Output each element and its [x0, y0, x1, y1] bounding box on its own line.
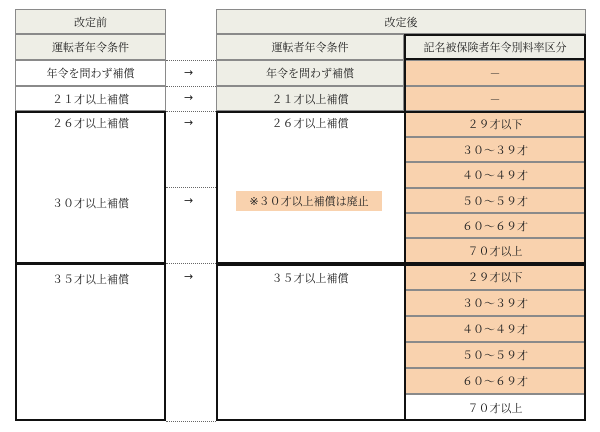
rate-26-30s: ３０～３９才: [404, 137, 586, 162]
connector-line: [166, 263, 216, 264]
rate-35-29-under: ２９才以下: [404, 264, 586, 290]
connector-line: [166, 86, 216, 87]
connector-line: [166, 187, 216, 188]
before-row-30: ３０才以上補償: [15, 187, 166, 263]
rate-35-50s: ５０～５９才: [404, 342, 586, 368]
rate-26-60s: ６０～６９才: [404, 213, 586, 238]
rate-35-70-over: ７０才以上: [404, 394, 586, 421]
after-row-26: ２６才以上補償: [216, 111, 404, 264]
before-header: 運転者年令条件: [15, 34, 166, 60]
after-row-21: ２１才以上補償: [216, 86, 404, 111]
before-row-26: ２６才以上補償: [15, 111, 166, 187]
after-header-rate-class: 記名被保険者年令別料率区分: [404, 34, 586, 60]
arrow-icon: →: [184, 194, 194, 207]
arrow-icon: →: [184, 91, 194, 104]
after-rate-21: －: [404, 86, 586, 111]
arrow-icon: →: [184, 270, 194, 283]
after-row-35: ３５才以上補償: [216, 264, 404, 421]
rate-35-60s: ６０～６９才: [404, 368, 586, 394]
connector-line: [166, 421, 216, 422]
before-row-any-age: 年令を問わず補償: [15, 60, 166, 86]
rate-26-70-over: ７０才以上: [404, 238, 586, 264]
abolished-note: ※３０才以上補償は廃止: [236, 191, 382, 211]
after-row-any-age: 年令を問わず補償: [216, 60, 404, 86]
before-title: 改定前: [15, 9, 166, 34]
arrow-icon: →: [184, 66, 194, 79]
after-rate-any-age: －: [404, 60, 586, 86]
rate-35-40s: ４０～４９才: [404, 316, 586, 342]
rate-26-50s: ５０～５９才: [404, 188, 586, 213]
before-row-35: ３５才以上補償: [15, 263, 166, 421]
connector-line: [166, 60, 216, 61]
rate-35-30s: ３０～３９才: [404, 290, 586, 316]
after-header-age-condition: 運転者年令条件: [216, 34, 404, 60]
arrow-icon: →: [184, 116, 194, 129]
rate-26-40s: ４０～４９才: [404, 162, 586, 188]
after-title: 改定後: [216, 9, 586, 34]
rate-26-29-under: ２９才以下: [404, 111, 586, 137]
before-row-21: ２１才以上補償: [15, 86, 166, 111]
connector-line: [166, 111, 216, 112]
